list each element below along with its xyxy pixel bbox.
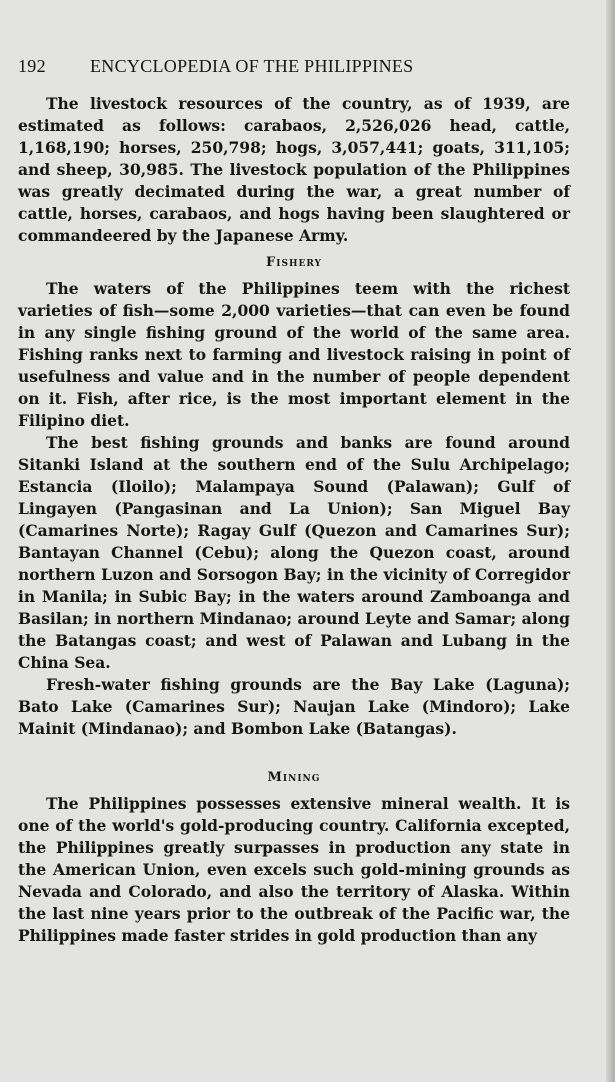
section-heading-fishery: Fishery — [266, 255, 322, 270]
running-head — [18, 56, 570, 77]
paragraph-fresh-water: Fresh-water fishing grounds are the Bay Lake (Laguna); Bato Lake (Camarines Sur); Naujan Lake (Mindoro); Lake Mainit (Mindanao); and Bombon Lake (Batangas). — [18, 675, 570, 738]
paragraph-mining: The Philippines possesses extensive mineral wealth. It is one of the world's gold-producing country. California excepted, the Philippines greatly surpasses in production any state in the American Union, even excels such gold-mining grounds as Nevada and Colorado, and also the territory of Alaska. Within the last nine years prior to the outbreak of the Pacific war, the Philippines made faster strides in gold production than any — [18, 794, 570, 945]
book-page — [18, 56, 570, 947]
section-heading-mining: Mining — [267, 770, 321, 785]
paragraph-fishery-varieties: The waters of the Philippines teem with the richest varieties of fish—some 2,000 varieties—that can even be found in any single fishing ground of the world of the same area. Fishing ranks next to farming and livestock raising in point of usefulness and value and in the number of people dependent on it. Fish, after rice, is the most important element in the Filipino diet. — [18, 279, 570, 430]
paragraph-livestock: The livestock resources of the country, as of 1939, are estimated as follows: carabaos, 2,526,026 head, cattle, 1,168,190; horses, 250,798; hogs, 3,057,441; goats, 311,105; and sheep, 30,985. The livestock population of the Philippines was greatly decimated during the war, a great number of cattle, horses, carabaos, and hogs having been slaughtered or commandeered by the Japanese Army. — [18, 94, 570, 245]
page-edge-shadow — [606, 0, 615, 1082]
paragraph-fishing-grounds: The best fishing grounds and banks are found around Sitanki Island at the southern end of the Sulu Archipelago; Estancia (Iloilo); Malampaya Sound (Palawan); Gulf of Lingayen (Pangasinan and La Union); San Miguel Bay (Camarines Norte); Ragay Gulf (Quezon and Camarines Sur); Bantayan Channel (Cebu); along the Quezon coast, around northern Luzon and Sorsogon Bay; in the vicinity of Corregidor in Manila; in Subic Bay; in the waters around Zamboanga and Basilan; in northern Mindanao; around Leyte and Samar; along the Batangas coast; and west of Palawan and Lubang in the China Sea. — [18, 433, 570, 672]
book-title: ENCYCLOPEDIA OF THE PHILIPPINES — [90, 56, 414, 76]
page-number: 192 — [18, 56, 46, 76]
